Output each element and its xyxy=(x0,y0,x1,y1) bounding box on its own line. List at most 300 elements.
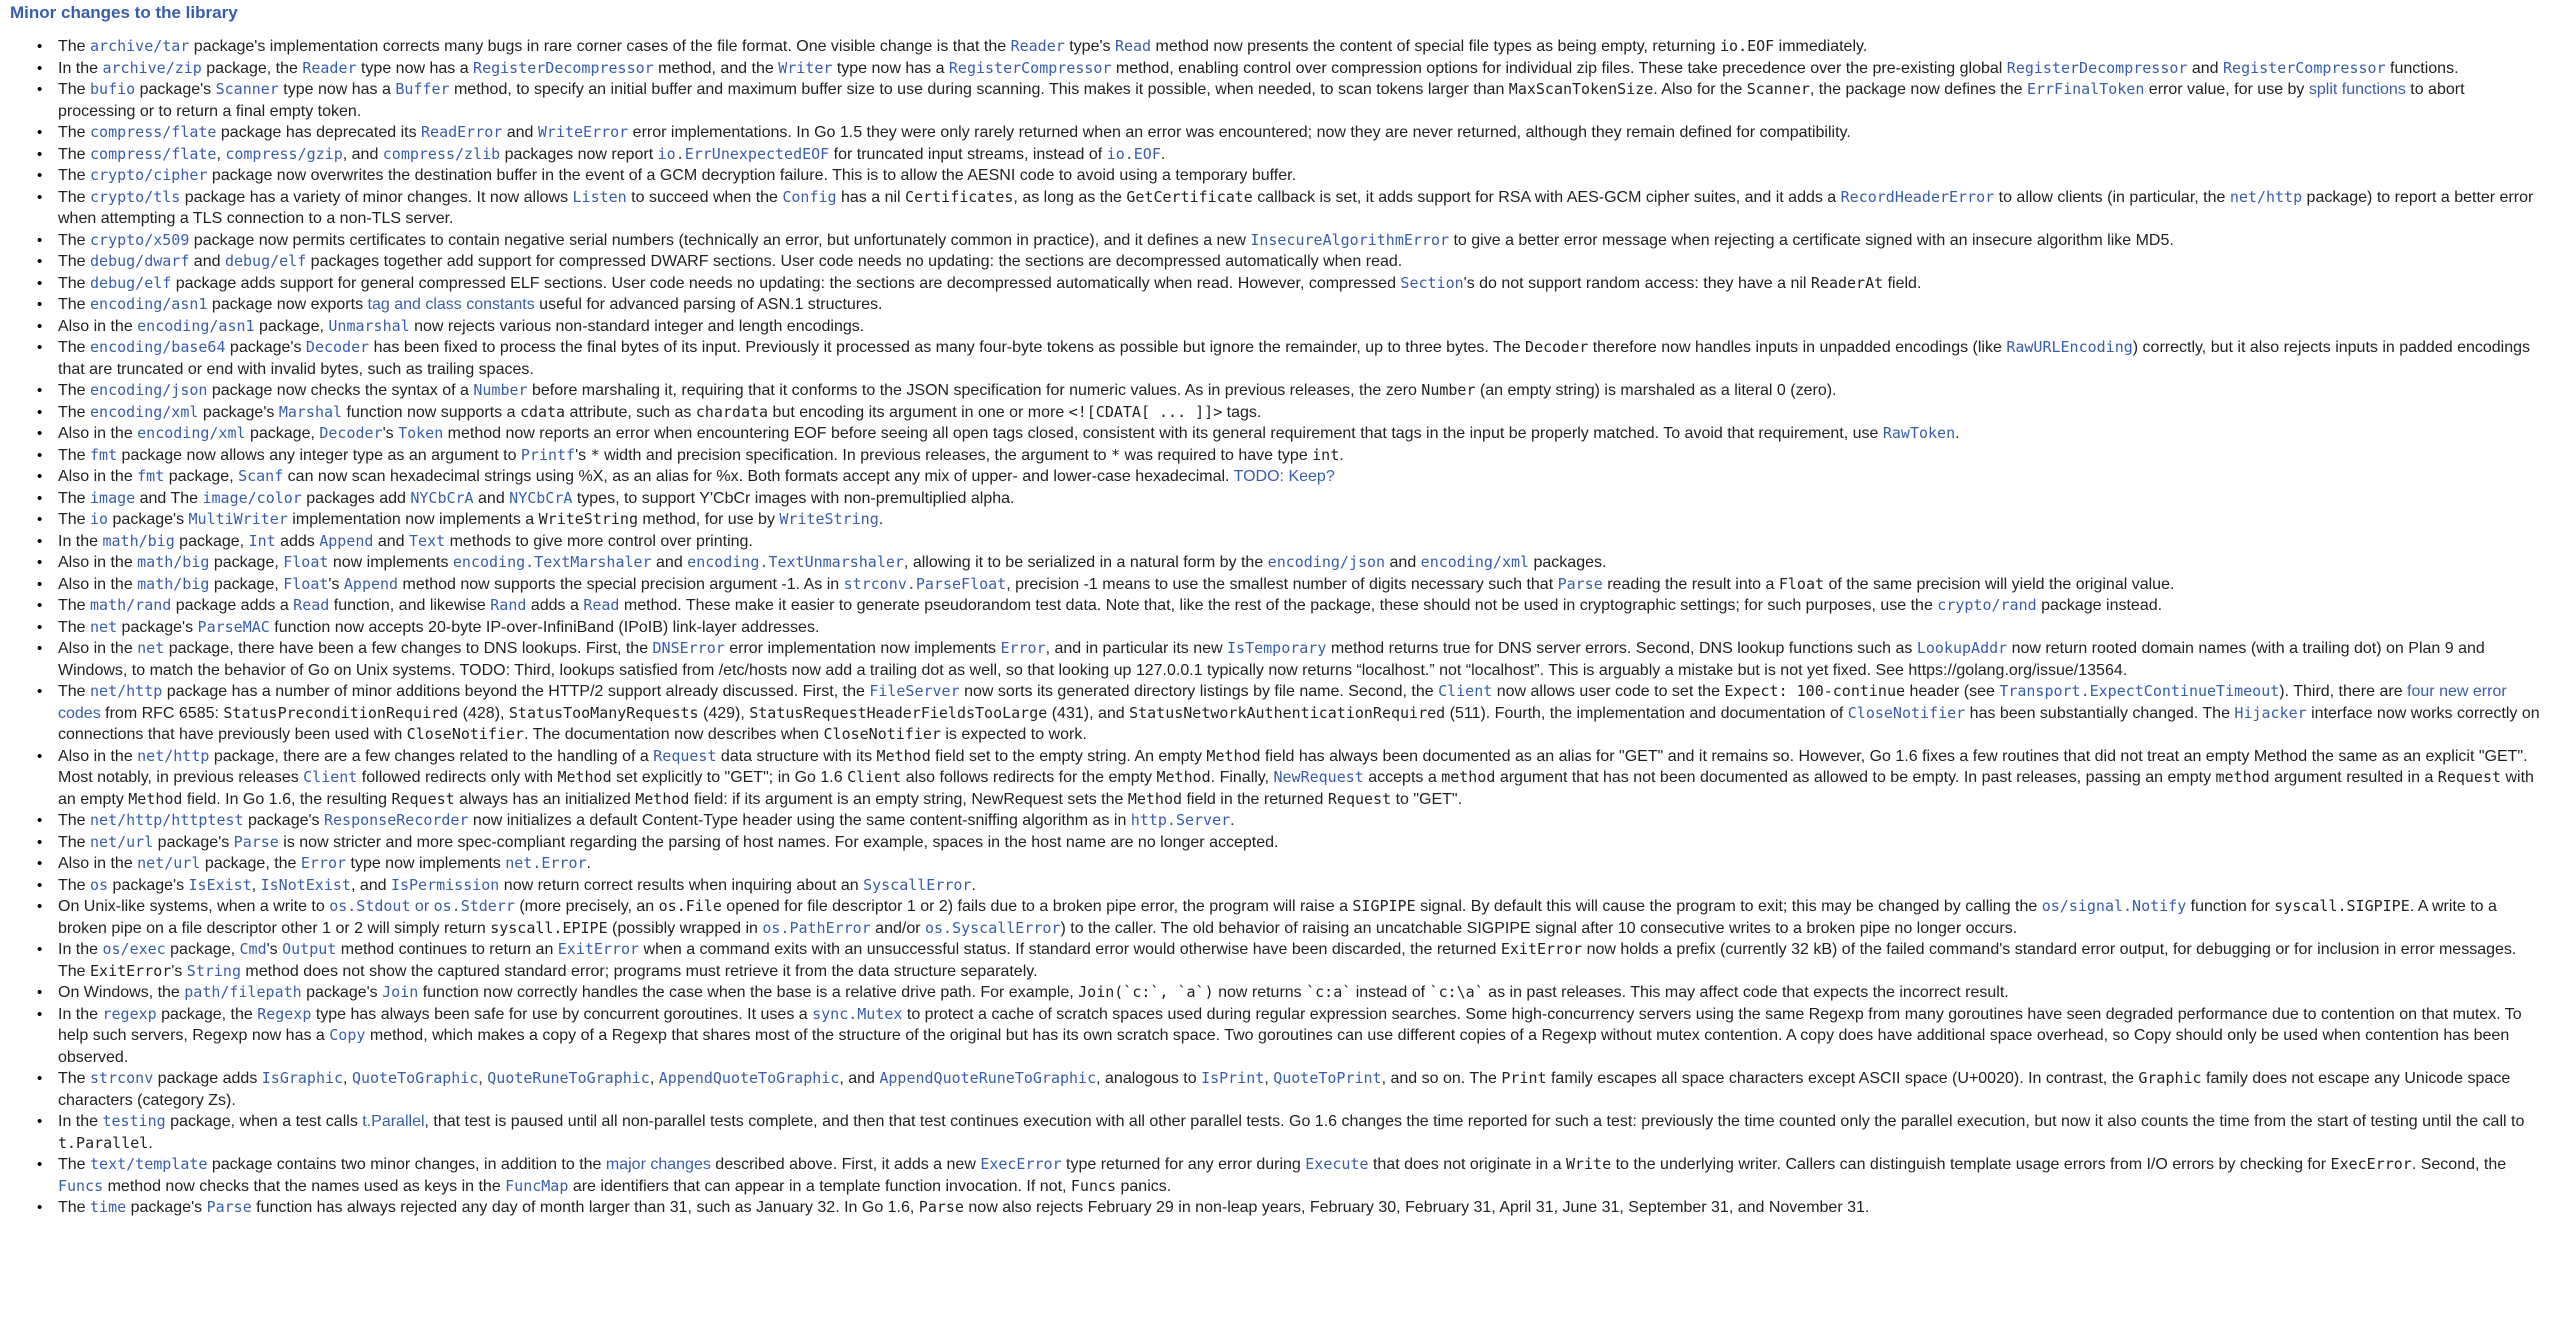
text: has been substantially changed. The xyxy=(1965,704,2235,722)
code-text: GetCertificate xyxy=(1126,187,1253,206)
code-link[interactable]: encoding/xml xyxy=(137,424,246,442)
code-text: StatusTooManyRequests xyxy=(508,703,699,722)
text: set explicitly to "GET"; in Go 1.6 xyxy=(611,769,848,786)
code-text: Method xyxy=(1206,746,1261,765)
list-item xyxy=(58,1197,2546,1219)
code-link[interactable]: crypto/x509 xyxy=(90,230,190,249)
text: with an empty xyxy=(58,769,2534,808)
text: method does not show the captured standard error; programs must retrieve it from the data structure separately. xyxy=(240,962,1038,980)
code-link[interactable]: net xyxy=(137,639,165,657)
code-link[interactable]: Printf xyxy=(520,445,576,464)
text: , xyxy=(1264,1070,1274,1087)
code-link[interactable]: math/rand xyxy=(90,596,172,614)
code-text: Request xyxy=(1327,789,1392,808)
text: package's xyxy=(153,833,234,851)
code-link[interactable]: Parse xyxy=(1557,574,1603,593)
list-item xyxy=(58,595,2546,617)
code-text: CloseNotifier xyxy=(406,725,525,743)
text: The xyxy=(58,489,91,507)
code-link[interactable]: RawToken xyxy=(1882,424,1956,442)
text: The xyxy=(58,296,91,313)
code-link[interactable]: Writer xyxy=(778,58,833,77)
text: package, there have been a few changes to DNS lookups. First, the xyxy=(164,640,653,657)
code-link[interactable]: os.Stderr xyxy=(433,897,515,915)
text: packages together add support for compressed DWARF sections. User code needs no updating: the sections are decompressed automatically when read. xyxy=(306,253,1403,270)
code-link[interactable]: os/exec xyxy=(102,940,166,958)
list-item xyxy=(58,294,2546,316)
code-link[interactable]: Client xyxy=(1438,682,1493,700)
text: package now exports xyxy=(207,296,368,313)
text: (more precisely, an xyxy=(514,898,659,915)
list-item xyxy=(58,982,2546,1004)
text: package, the xyxy=(201,59,303,77)
text: now returns xyxy=(1213,984,1307,1001)
text: , and xyxy=(342,145,383,163)
code-link[interactable]: encoding.TextUnmarshaler xyxy=(687,553,904,571)
code-link[interactable]: text/template xyxy=(90,1155,208,1173)
text: and xyxy=(502,124,538,141)
code-link[interactable]: Float xyxy=(283,553,329,571)
code-text: Scanner xyxy=(1746,80,1810,98)
code-link[interactable]: Text xyxy=(409,531,446,550)
code-link[interactable]: Regexp xyxy=(257,1004,312,1023)
code-link[interactable]: debug/elf xyxy=(224,252,307,270)
code-link[interactable]: Token xyxy=(398,424,444,442)
code-link[interactable]: NewRequest xyxy=(1273,768,1364,786)
code-link[interactable]: net/http/httptest xyxy=(90,811,244,829)
text: are identifiers that can appear in a template function invocation. If not, xyxy=(568,1177,1071,1195)
code-text: * xyxy=(1111,445,1121,464)
text: to the underlying writer. Callers can distinguish template usage errors from I/O errors by checking for xyxy=(1611,1156,2331,1173)
code-link[interactable]: image xyxy=(90,488,136,507)
code-link[interactable]: Execute xyxy=(1305,1155,1369,1173)
text: package has deprecated its xyxy=(216,124,422,141)
text: (428), xyxy=(458,704,509,722)
text: package now permits certificates to contain negative serial numbers (technically an error, but unfortunately common in practice), and it defines a new xyxy=(189,231,1251,249)
list-item xyxy=(58,337,2546,380)
code-link[interactable]: Append xyxy=(319,531,374,550)
text: package, there are a few changes related to the handling of a xyxy=(209,747,654,765)
text: has a nil xyxy=(836,188,906,206)
text: now sorts its generated directory listings by file name. Second, the xyxy=(959,683,1439,700)
code-text: WriteString xyxy=(538,510,638,528)
text: package, xyxy=(165,941,240,958)
text: method now supports the special precision argument -1. As in xyxy=(398,575,844,593)
code-link[interactable]: Read xyxy=(293,596,330,614)
code-link[interactable]: http.Server xyxy=(1130,811,1231,829)
code-text: Client xyxy=(847,768,902,786)
code-link[interactable]: testing xyxy=(102,1112,166,1130)
code-link[interactable]: net.Error xyxy=(505,854,587,872)
code-link[interactable]: Read xyxy=(1114,37,1152,55)
list-item xyxy=(58,896,2546,939)
text: is now stricter and more spec-compliant regarding the parsing of host names. For example, spaces in the host name are no longer accepted. xyxy=(278,833,1279,851)
code-link[interactable]: os.SyscallError xyxy=(925,918,1061,937)
code-link[interactable]: debug/elf xyxy=(90,273,172,292)
code-link[interactable]: IsExist xyxy=(188,875,252,894)
text: package) to report a better error when attempting a TLS connection to a non-TLS server. xyxy=(58,188,2534,227)
text: , xyxy=(343,1070,352,1087)
code-link[interactable]: encoding/json xyxy=(90,381,208,399)
code-link[interactable]: RegisterCompressor xyxy=(948,58,1112,77)
code-text: Certificates xyxy=(905,187,1014,206)
code-link[interactable]: compress/flate xyxy=(90,123,217,141)
text-link[interactable]: four new error codes xyxy=(58,683,2507,722)
code-link[interactable]: math/big xyxy=(137,553,210,571)
text: The xyxy=(58,253,91,270)
text: always has an initialized xyxy=(454,790,636,808)
text-link[interactable]: split functions xyxy=(2308,81,2406,98)
code-link[interactable]: Section xyxy=(1400,273,1464,292)
text: type has always been safe for use by concurrent goroutines. It uses a xyxy=(311,1005,813,1023)
text: The xyxy=(58,124,91,141)
code-text: Graphic xyxy=(2138,1069,2202,1087)
code-link[interactable]: FuncMap xyxy=(505,1176,569,1195)
code-link[interactable]: DNSError xyxy=(652,639,725,657)
text-link[interactable]: tag and class constants xyxy=(367,296,535,313)
code-link[interactable]: path/filepath xyxy=(184,983,302,1001)
text: that does not originate in a xyxy=(1368,1156,1566,1173)
code-link[interactable]: QuoteRuneToGraphic xyxy=(487,1069,650,1087)
code-link[interactable]: compress/zlib xyxy=(382,144,501,163)
text: function now correctly handles the case when the base is a relative drive path. For example, xyxy=(418,984,1079,1001)
text: error implementation now implements xyxy=(724,640,1001,657)
code-text: Method xyxy=(876,746,931,765)
text: followed redirects only with xyxy=(357,769,558,786)
text: package adds a xyxy=(171,597,294,614)
text: package, xyxy=(164,468,239,485)
text: , and xyxy=(350,876,391,894)
text: 's xyxy=(382,425,399,442)
text: . xyxy=(1230,812,1235,829)
code-link[interactable]: Int xyxy=(248,531,276,550)
code-link[interactable]: math/big xyxy=(137,574,210,593)
text: function now accepts 20-byte IP-over-InfiniBand (IPoIB) link-layer addresses. xyxy=(269,618,820,636)
code-link[interactable]: NYCbCrA xyxy=(509,488,573,507)
code-link[interactable]: encoding/asn1 xyxy=(90,295,208,313)
code-link[interactable]: encoding/base64 xyxy=(90,338,226,356)
code-link[interactable]: net/http xyxy=(137,746,210,765)
list-item xyxy=(58,1111,2546,1154)
text: packages now report xyxy=(500,145,658,163)
code-link[interactable]: RegisterDecompressor xyxy=(473,58,654,77)
list-item xyxy=(58,144,2546,166)
code-link[interactable]: encoding.TextMarshaler xyxy=(452,553,652,571)
code-link[interactable]: RecordHeaderError xyxy=(1840,187,1995,206)
list-item xyxy=(58,230,2546,252)
text: field. In Go 1.6, the resulting xyxy=(182,790,392,808)
list-item xyxy=(58,187,2546,230)
code-link[interactable]: os xyxy=(90,875,109,894)
text: packages. xyxy=(1529,554,1607,571)
code-text: Decoder xyxy=(1525,338,1589,356)
code-link[interactable]: crypto/cipher xyxy=(90,166,208,184)
code-link[interactable]: SyscallError xyxy=(863,875,972,894)
text: to "GET". xyxy=(1391,790,1463,808)
text: method continues to return an xyxy=(336,941,558,958)
text: , xyxy=(216,145,226,163)
code-link[interactable]: Reader xyxy=(1010,37,1065,55)
code-text: Write xyxy=(1565,1155,1612,1173)
code-link[interactable]: encoding/xml xyxy=(1420,553,1530,571)
code-link[interactable]: time xyxy=(90,1198,127,1216)
code-text: Method xyxy=(635,789,690,808)
code-link[interactable]: debug/dwarf xyxy=(90,252,190,270)
code-link[interactable]: Funcs xyxy=(58,1176,104,1195)
code-link[interactable]: Listen xyxy=(572,187,627,206)
code-link[interactable]: regexp xyxy=(102,1004,157,1023)
code-link[interactable]: Join xyxy=(382,983,419,1001)
code-link[interactable]: Parse xyxy=(233,832,279,851)
code-link[interactable]: Config xyxy=(782,187,837,206)
code-link[interactable]: Error xyxy=(1000,639,1046,657)
code-link[interactable]: ExecError xyxy=(980,1155,1062,1173)
code-link[interactable]: bufio xyxy=(90,80,136,98)
code-link[interactable]: IsPrint xyxy=(1201,1069,1265,1087)
text: was required to have type xyxy=(1120,446,1313,464)
code-link[interactable]: QuoteToPrint xyxy=(1273,1069,1382,1087)
code-link[interactable]: compress/gzip xyxy=(225,144,343,163)
code-link[interactable]: net/http xyxy=(90,682,163,700)
list-item xyxy=(58,58,2546,80)
text: , the package now defines the xyxy=(1809,81,2027,98)
code-link[interactable]: IsNotExist xyxy=(260,875,351,894)
code-link[interactable]: Read xyxy=(583,596,620,614)
text: The xyxy=(58,1156,91,1173)
code-link[interactable]: crypto/tls xyxy=(90,187,181,206)
text: width and precision specification. In previous releases, the argument to xyxy=(599,446,1112,464)
text: also follows redirects for the empty xyxy=(901,769,1157,786)
code-text: io.EOF xyxy=(1720,37,1775,55)
code-link[interactable]: encoding/json xyxy=(1267,553,1386,571)
text: of the same precision will yield the original value. xyxy=(1824,575,2175,593)
code-link[interactable]: os.PathError xyxy=(762,918,871,937)
text: before marshaling it, requiring that it conforms to the JSON specification for numeric values. As in previous releases, the zero xyxy=(527,382,1422,399)
code-link[interactable]: Cmd xyxy=(239,940,267,958)
text: package's xyxy=(243,812,324,829)
code-link[interactable]: WriteString xyxy=(779,510,879,528)
text: now allows user code to set the xyxy=(1492,683,1725,700)
changes-list xyxy=(10,36,2546,1219)
text-link[interactable]: major changes xyxy=(605,1156,711,1173)
code-link[interactable]: net xyxy=(90,617,118,636)
code-link[interactable]: String xyxy=(186,961,241,980)
code-link[interactable]: Marshal xyxy=(278,402,343,421)
code-link[interactable]: crypto/rand xyxy=(1937,596,2037,614)
code-text: method xyxy=(1441,768,1496,786)
list-item xyxy=(58,810,2546,832)
text: packages add xyxy=(301,489,411,507)
code-link[interactable]: Scanf xyxy=(238,467,284,485)
code-link[interactable]: IsPermission xyxy=(390,875,500,894)
code-text: CloseNotifier xyxy=(823,725,941,743)
code-link[interactable]: ResponseRecorder xyxy=(323,811,469,829)
code-text: os.File xyxy=(658,897,722,915)
code-link[interactable]: AppendQuoteRuneToGraphic xyxy=(879,1069,1097,1087)
list-item xyxy=(58,380,2546,402)
code-link[interactable]: QuoteToGraphic xyxy=(351,1069,479,1087)
text: . Also for the xyxy=(1653,81,1747,98)
code-link[interactable]: net/url xyxy=(137,854,201,872)
code-text: Float xyxy=(1778,574,1825,593)
text: Also in the xyxy=(58,554,138,571)
code-text: * xyxy=(590,445,600,464)
code-link[interactable]: archive/tar xyxy=(90,37,190,55)
text: functions. xyxy=(2385,59,2459,77)
code-link[interactable]: ErrFinalToken xyxy=(2026,80,2145,98)
code-link[interactable]: archive/zip xyxy=(102,58,202,77)
text-link[interactable]: t.Parallel xyxy=(362,1113,425,1130)
code-link[interactable]: net/http xyxy=(2229,187,2303,206)
text: method. These make it easier to generate pseudorandom test data. Note that, like the rest of the package, these should not be used in cryptographic settings; for such purposes, use the xyxy=(619,597,1938,614)
text: immediately. xyxy=(1774,38,1868,55)
code-link[interactable]: Float xyxy=(283,574,329,593)
code-text: StatusRequestHeaderFieldsTooLarge xyxy=(749,703,1048,722)
code-link[interactable]: NYCbCrA xyxy=(410,488,474,507)
text: In the xyxy=(58,59,103,77)
code-link[interactable]: Client xyxy=(303,768,358,786)
code-link[interactable]: Rand xyxy=(490,596,527,614)
text-link[interactable]: or xyxy=(410,898,434,915)
text: 's xyxy=(328,575,344,593)
code-link[interactable]: compress/flate xyxy=(90,144,217,163)
code-link[interactable]: sync.Mutex xyxy=(812,1004,903,1023)
list-item xyxy=(58,423,2546,445)
code-link[interactable]: Decoder xyxy=(305,338,370,356)
code-link[interactable]: Parse xyxy=(206,1198,252,1216)
code-link[interactable]: fmt xyxy=(137,467,165,485)
text: Also in the xyxy=(58,640,138,657)
code-link[interactable]: Copy xyxy=(329,1026,366,1044)
text: package's xyxy=(126,1199,207,1216)
code-link[interactable]: IsTemporary xyxy=(1227,639,1327,657)
code-link[interactable]: WriteError xyxy=(537,123,629,141)
code-link[interactable]: ExitError xyxy=(557,940,640,958)
code-link[interactable]: Output xyxy=(282,940,337,958)
text: , and in particular its new xyxy=(1045,640,1228,657)
text: method, for use by xyxy=(637,511,780,528)
text: The xyxy=(58,274,91,292)
text: package instead. xyxy=(2036,597,2163,614)
text: to protect a cache of scratch spaces used during regular expression searches. Some high-concurrency servers using the same Regexp from many goroutines have seen degraded performance due to contention on that mutex. To help such servers, Regexp now has a xyxy=(58,1005,2522,1044)
code-link[interactable]: Unmarshal xyxy=(328,316,410,335)
code-link[interactable]: ReadError xyxy=(421,123,503,141)
text: package adds xyxy=(153,1070,262,1087)
code-link[interactable]: FileServer xyxy=(869,682,960,700)
code-text: Join(`c:`, `a`) xyxy=(1078,983,1214,1001)
code-link[interactable]: fmt xyxy=(90,445,118,464)
text: package's xyxy=(117,618,198,636)
text: now rejects various non-standard integer and length encodings. xyxy=(409,317,865,335)
code-link[interactable]: os.Stdout xyxy=(329,897,411,915)
code-link[interactable]: MultiWriter xyxy=(188,510,288,528)
text: method returns true for DNS server errors. Second, DNS lookup functions such as xyxy=(1326,640,1917,657)
code-link[interactable]: Hijacker xyxy=(2234,703,2307,722)
text: ). Third, there are xyxy=(2279,683,2408,700)
text-link[interactable]: TODO: Keep? xyxy=(1233,468,1335,485)
text: described above. First, it adds a new xyxy=(710,1156,981,1173)
code-link[interactable]: encoding/xml xyxy=(90,402,199,421)
page-title: Minor changes to the library xyxy=(10,3,238,22)
text: The xyxy=(58,812,91,829)
code-link[interactable]: AppendQuoteToGraphic xyxy=(658,1069,840,1087)
text: . Finally, xyxy=(1210,769,1274,786)
code-link[interactable]: IsGraphic xyxy=(261,1069,344,1087)
text: package adds support for general compressed ELF sections. User code needs no updating: the sections are decompressed automatically when read. However, compressed xyxy=(171,274,1401,292)
code-text: t.Parallel xyxy=(58,1133,149,1152)
text: package, xyxy=(209,575,284,593)
text: package now overwrites the destination buffer in the event of a GCM decryption failure. This is to allow the AESNI code to avoid using a temporary buffer. xyxy=(207,167,1297,184)
text: now holds a prefix (currently 32 kB) of the failed command's standard error output, for debugging or for inclusion in error messages. The xyxy=(58,941,2517,980)
text: can now scan hexadecimal strings using %X, as an alias for %x. Both formats accept any mix of upper- and lower-case hexadecimal. xyxy=(283,468,1234,485)
text: now initializes a default Content-Type header using the same content-sniffing algorithm as in xyxy=(468,812,1131,829)
text: attribute, such as xyxy=(565,403,696,421)
text: 's xyxy=(266,941,283,958)
text: Also in the xyxy=(58,317,138,335)
code-link[interactable]: image/color xyxy=(202,488,302,507)
code-link[interactable]: Error xyxy=(300,854,347,872)
code-link[interactable]: Number xyxy=(473,381,528,399)
text: type now has a xyxy=(832,59,949,77)
code-link[interactable]: LookupAddr xyxy=(1916,639,2008,657)
code-link[interactable]: RegisterDecompressor xyxy=(2006,58,2188,77)
list-item xyxy=(58,445,2546,467)
code-link[interactable]: Buffer xyxy=(395,80,450,98)
code-link[interactable]: RegisterCompressor xyxy=(2223,58,2386,77)
code-link[interactable]: strconv xyxy=(90,1069,154,1087)
code-link[interactable]: InsecureAlgorithmError xyxy=(1250,230,1450,249)
text: On Windows, the xyxy=(58,984,185,1001)
text: . xyxy=(1955,425,1960,442)
text: In the xyxy=(58,941,103,958)
text: Also in the xyxy=(58,425,138,442)
code-link[interactable]: io xyxy=(90,510,109,528)
text: package's xyxy=(225,339,306,356)
code-link[interactable]: Append xyxy=(343,574,399,593)
code-link[interactable]: Request xyxy=(653,746,717,765)
text: field set to the empty string. An empty xyxy=(930,747,1207,765)
code-link[interactable]: net/url xyxy=(90,832,154,851)
text: implementation now implements a xyxy=(287,511,539,528)
code-link[interactable]: ParseMAC xyxy=(197,617,270,636)
text: interface now works correctly on connections that have previously been used with xyxy=(58,704,2540,743)
code-link[interactable]: encoding/asn1 xyxy=(137,316,255,335)
text: package now checks the syntax of a xyxy=(207,382,474,399)
code-link[interactable]: strconv.ParseFloat xyxy=(843,574,1007,593)
text: for truncated input streams, instead of xyxy=(829,145,1107,163)
text: In the xyxy=(58,1113,103,1130)
text: method, enabling control over compression options for individual zip files. These take precedence over the pre-existing global xyxy=(1111,59,2007,77)
code-link[interactable]: math/big xyxy=(102,531,175,550)
text: package, xyxy=(174,532,249,550)
code-link[interactable]: os/signal.Notify xyxy=(2041,897,2187,915)
code-link[interactable]: io.ErrUnexpectedEOF xyxy=(657,144,830,163)
code-link[interactable]: CloseNotifier xyxy=(1847,703,1966,722)
text: The xyxy=(58,618,91,636)
code-link[interactable]: Decoder xyxy=(319,424,383,442)
code-link[interactable]: Transport.ExpectContinueTimeout xyxy=(1999,682,2280,700)
code-link[interactable]: Scanner xyxy=(215,80,279,98)
text: family does not escape any Unicode space characters (category Zs). xyxy=(58,1070,2511,1109)
text: . xyxy=(971,876,976,894)
text: when a command exits with an unsuccessful status. If standard error would otherwise have been discarded, the returned xyxy=(639,941,1501,958)
code-link[interactable]: Reader xyxy=(302,58,357,77)
code-link[interactable]: RawURLEncoding xyxy=(2006,338,2133,356)
text: The xyxy=(58,167,91,184)
text: function now supports a xyxy=(342,403,520,421)
code-link[interactable]: io.EOF xyxy=(1106,144,1161,163)
code-text: syscall.SIGPIPE xyxy=(2274,897,2410,915)
